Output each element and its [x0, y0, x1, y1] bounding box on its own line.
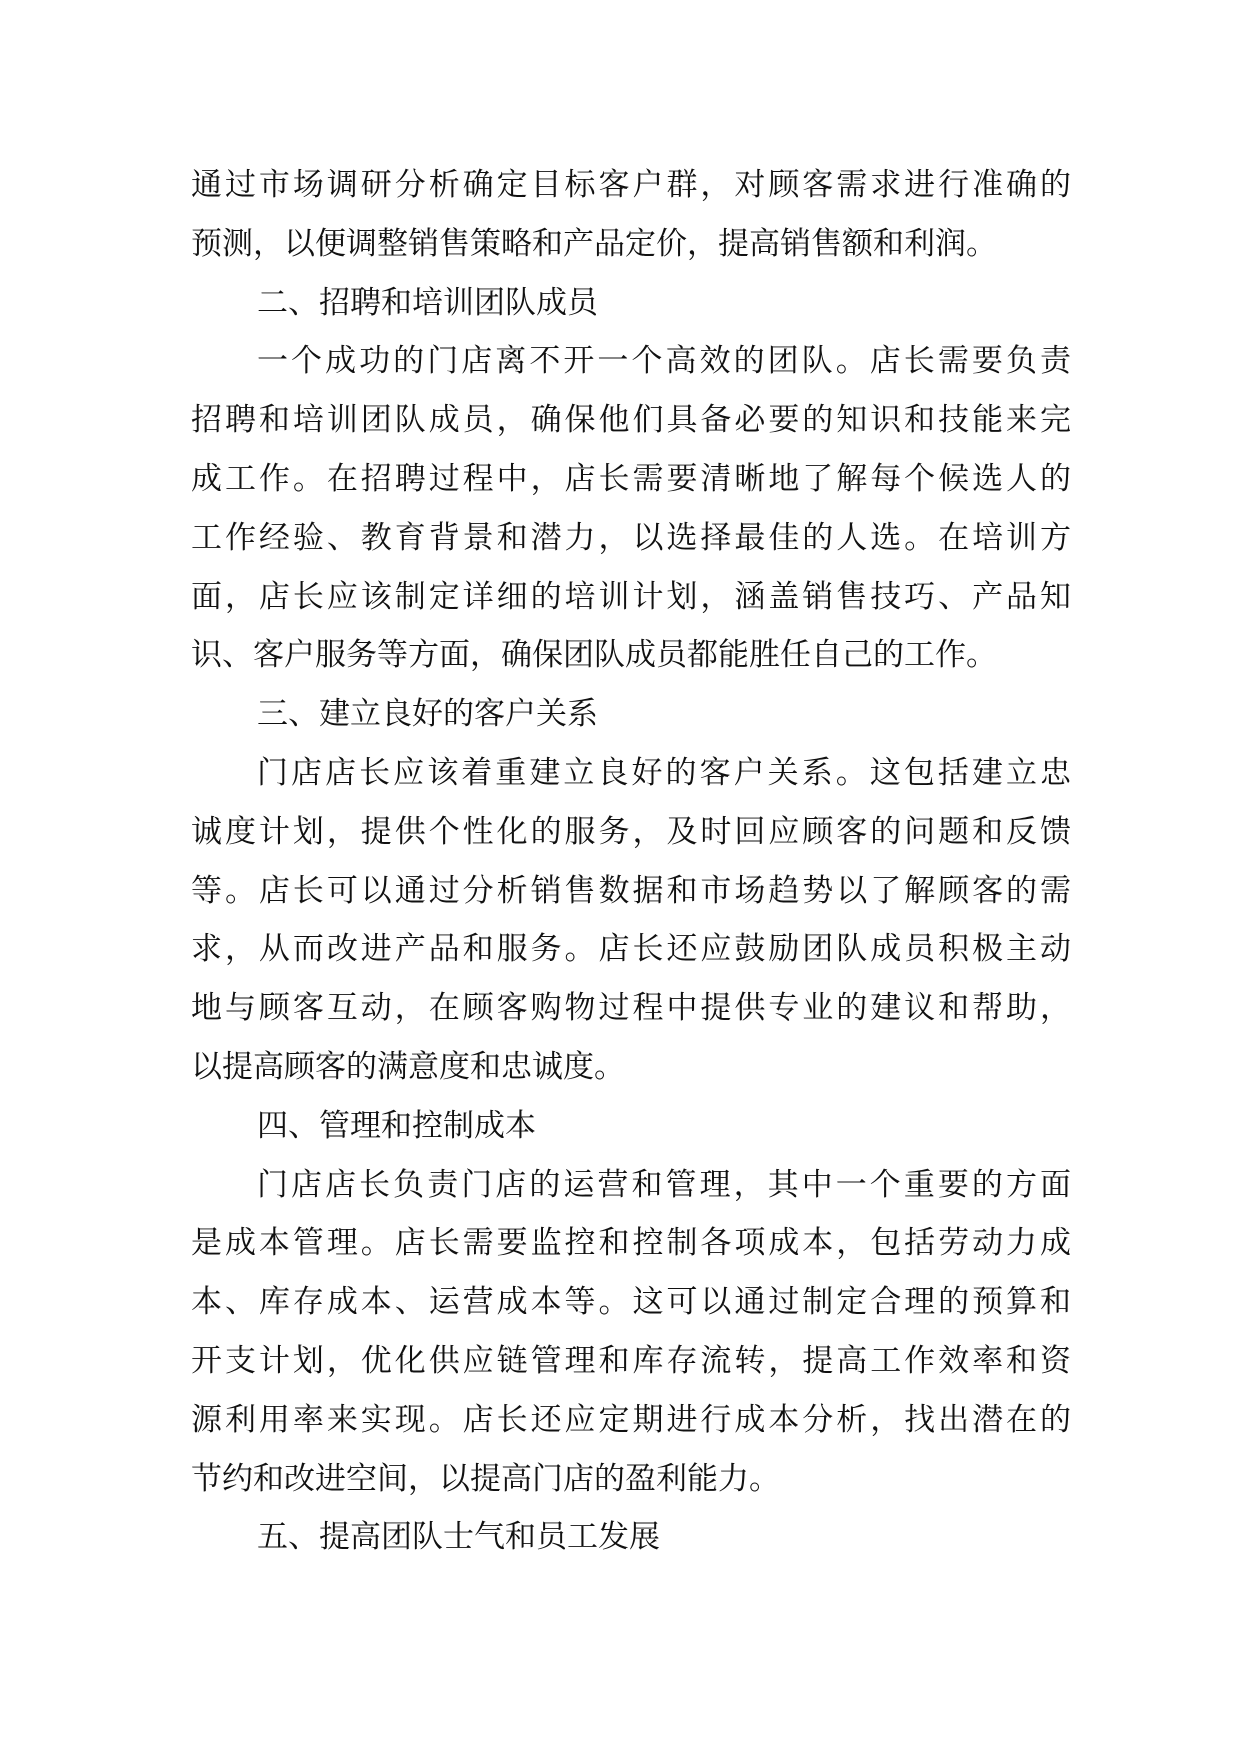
paragraph-line: 等。店长可以通过分析销售数据和市场趋势以了解顾客的需 [191, 872, 1071, 909]
section-heading: 二、招聘和培训团队成员 [257, 284, 598, 321]
paragraph-line: 识、客户服务等方面，确保团队成员都能胜任自己的工作。 [191, 637, 997, 674]
paragraph-line: 诚度计划，提供个性化的服务，及时回应顾客的问题和反馈 [191, 813, 1071, 850]
paragraph-line: 本、库存成本、运营成本等。这可以通过制定合理的预算和 [191, 1284, 1071, 1321]
paragraph-line: 求，从而改进产品和服务。店长还应鼓励团队成员积极主动 [191, 931, 1071, 968]
paragraph-line: 是成本管理。店长需要监控和控制各项成本，包括劳动力成 [191, 1225, 1071, 1262]
paragraph-line: 工作经验、教育背景和潜力，以选择最佳的人选。在培训方 [191, 519, 1071, 556]
paragraph-line: 面，店长应该制定详细的培训计划，涵盖销售技巧、产品知 [191, 578, 1071, 615]
paragraph-line: 门店店长应该着重建立良好的客户关系。这包括建立忠 [257, 754, 1071, 791]
paragraph-line: 地与顾客互动，在顾客购物过程中提供专业的建议和帮助， [191, 990, 1071, 1027]
paragraph-line: 以提高顾客的满意度和忠诚度。 [191, 1048, 625, 1085]
paragraph-line: 一个成功的门店离不开一个高效的团队。店长需要负责 [257, 343, 1071, 380]
document-body [191, 156, 1071, 1567]
paragraph-line: 成工作。在招聘过程中，店长需要清晰地了解每个候选人的 [191, 460, 1071, 497]
paragraph-line: 招聘和培训团队成员，确保他们具备必要的知识和技能来完 [191, 402, 1071, 439]
section-heading: 四、管理和控制成本 [257, 1107, 536, 1144]
paragraph-line: 源利用率来实现。店长还应定期进行成本分析，找出潜在的 [191, 1401, 1071, 1438]
paragraph-line: 节约和改进空间，以提高门店的盈利能力。 [191, 1460, 780, 1497]
paragraph-line: 预测，以便调整销售策略和产品定价，提高销售额和利润。 [191, 225, 997, 262]
paragraph-line: 门店店长负责门店的运营和管理，其中一个重要的方面 [257, 1166, 1071, 1203]
section-heading: 五、提高团队士气和员工发展 [257, 1519, 660, 1556]
section-heading: 三、建立良好的客户关系 [257, 696, 598, 733]
paragraph-line: 通过市场调研分析确定目标客户群，对顾客需求进行准确的 [191, 167, 1071, 203]
paragraph-line: 开支计划，优化供应链管理和库存流转，提高工作效率和资 [191, 1342, 1071, 1379]
